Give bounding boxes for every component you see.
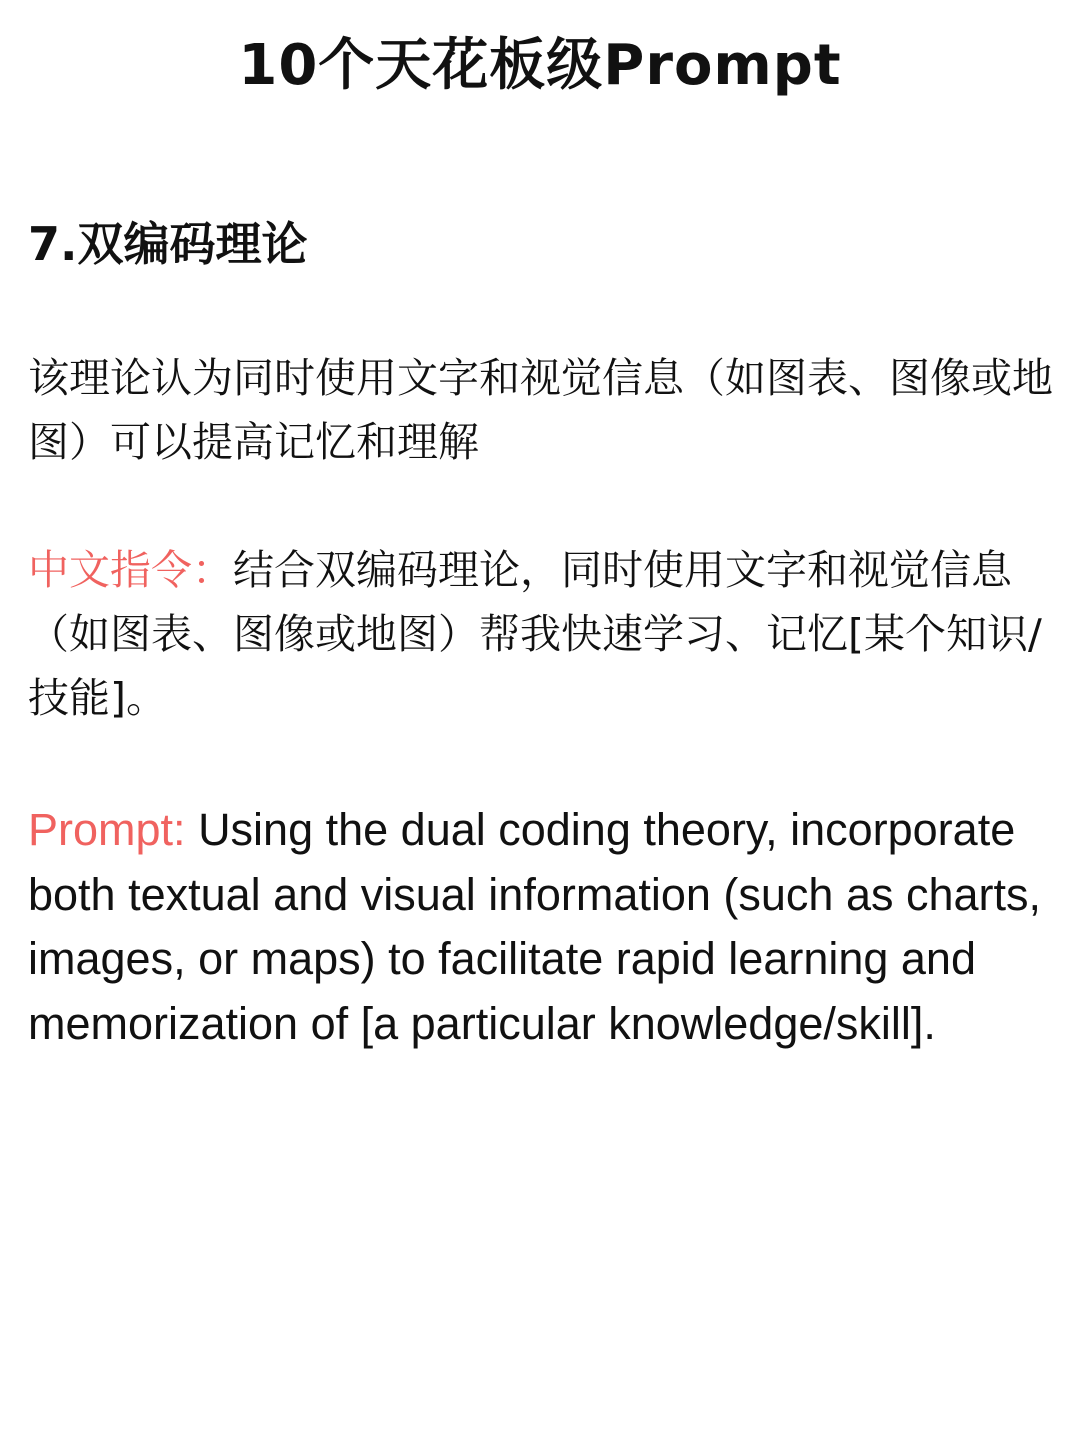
page-title: 10个天花板级Prompt <box>238 33 842 98</box>
en-prompt-text: Using the dual coding theory, incorporate both textual and visual information (such as charts, images, or maps) to facilitate rapid learning and memorization of [a particular knowledge/skill]. <box>28 804 1042 1049</box>
en-prompt <box>28 798 1058 1056</box>
cn-instruction <box>28 538 1058 730</box>
section-heading: 7.双编码理论 <box>28 217 308 271</box>
cn-instruction-label: 中文指令： <box>28 546 233 594</box>
theory-description: 该理论认为同时使用文字和视觉信息（如图表、图像或地图）可以提高记忆和理解 <box>28 354 1053 466</box>
cn-instruction-text: 结合双编码理论，同时使用文字和视觉信息（如图表、图像或地图）帮我快速学习、记忆[某个知识/技能]。 <box>28 546 1042 722</box>
en-prompt-label: Prompt: <box>28 804 186 855</box>
